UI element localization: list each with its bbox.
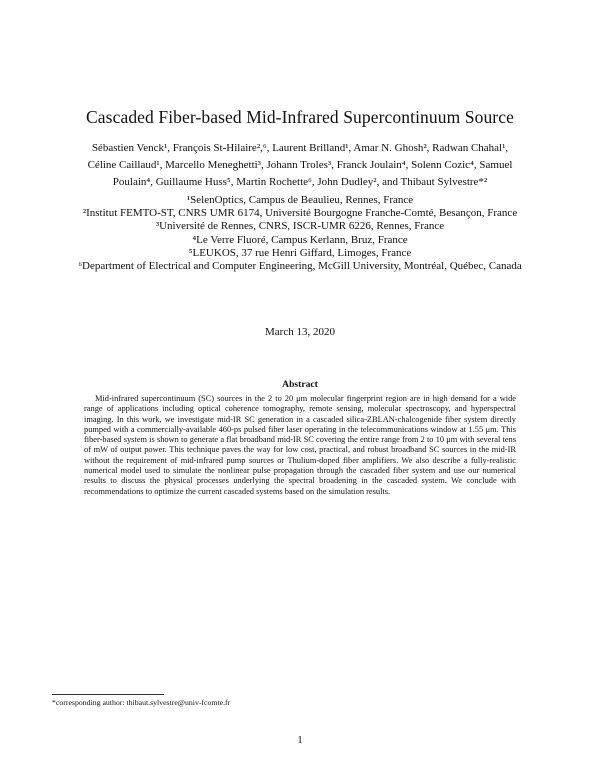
corresponding-author-footnote: *corresponding author: thibaut.sylvestre@univ-fcomte.fr [52,698,231,707]
affiliation: ¹SelenOptics, Campus de Beaulieu, Rennes, France [186,194,414,206]
affiliation: ³Université de Rennes, CNRS, ISCR-UMR 6226, Rennes, France [155,220,445,233]
page-number: 1 [297,734,303,746]
abstract-heading: Abstract [282,379,318,390]
author-list [52,140,548,191]
footnote-divider [52,694,164,695]
abstract-body: Mid-infrared supercontinuum (SC) sources in the 2 to 20 μm molecular fingerprint region are in high demand for a wide range of applications including optical coherence tomography, remote sensing, molecular spectroscopy, and hyperspectral imaging. In this work, we investigate mid-IR SC generation in a cascaded silica-ZBLAN-chalcogenide fiber system directly pumped with a commercially-available 460-ps pulsed fiber laser operating in the telecommunications window at 1.55 μm. This fiber-based system is shown to generate a flat broadband mid-IR SC covering the entire range from 2 to 10 μm with several tens of mW of output power. This technique paves the way for low cost, practical, and robust broadband SC sources in the mid-IR without the requirement of mid-infrared pump sources or Thulium-doped fiber amplifiers. We also describe a fully-realistic numerical model used to simulate the nonlinear pulse propagation through the cascaded fiber system and use our numerical results to discuss the physical processes underlying the spectral broadening in the cascaded system. We conclude with recommendations to optimize the current cascaded systems based on the simulation results. [84,394,516,496]
author-line: Poulain⁴, Guillaume Huss⁵, Martin Rochette⁶, John Dudley², and Thibaut Sylvestre*² [112,176,488,188]
author-line: Céline Caillaud¹, Marcello Meneghetti³, Johann Troles³, Franck Joulain⁴, Solenn Cozic⁴, Samuel [87,159,513,171]
affiliation: ⁶Department of Electrical and Computer Engineering, McGill University, Montréal, Québec, Canada [78,260,522,273]
paper-title: Cascaded Fiber-based Mid-Infrared Supercontinuum Source [86,107,514,127]
affiliation: ⁴Le Verre Fluoré, Campus Kerlann, Bruz, France [192,233,408,246]
affiliation-list [60,194,540,273]
publication-date: March 13, 2020 [265,326,335,338]
author-line: Sébastien Venck¹, François St-Hilaire²,⁶, Laurent Brilland¹, Amar N. Ghosh², Radwan Chahal¹, [91,142,509,154]
affiliation: ⁵LEUKOS, 37 rue Henri Giffard, Limoges, France [188,246,412,259]
affiliation: ²Institut FEMTO-ST, CNRS UMR 6174, Université Bourgogne Franche-Comté, Besançon, France [82,207,518,220]
